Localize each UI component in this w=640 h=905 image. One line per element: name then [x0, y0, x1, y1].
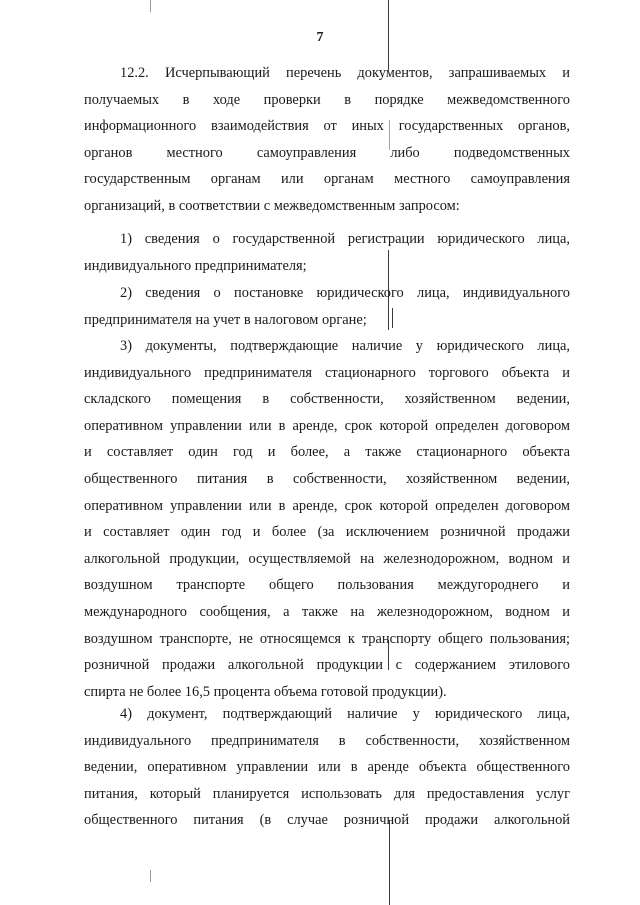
text-line: органов местного самоуправления либо подведомственных — [84, 144, 570, 161]
text-line: складского помещения в собственности, хозяйственном ведении, — [84, 391, 570, 408]
list-item-1 — [84, 226, 570, 279]
text-line: организаций, в соответствии с межведомственным запросом: — [84, 197, 460, 214]
text-line: 1) сведения о государственной регистрации юридического лица, — [120, 231, 570, 247]
scan-artifact-dot — [150, 0, 151, 12]
text-line: государственным органам или органам местного самоуправления — [84, 171, 570, 188]
list-item-4 — [84, 701, 570, 834]
scan-artifact-dot — [150, 870, 151, 882]
text-line: 2) сведения о постановке юридического лица, индивидуального — [120, 285, 570, 301]
text-line: 12.2. Исчерпывающий перечень документов, запрашиваемых и — [120, 65, 570, 81]
text-line: общественного питания (в случае розничной продажи алкогольной — [84, 812, 570, 829]
text-line: информационного взаимодействия от иных государственных органов, — [84, 118, 570, 135]
text-line: и составляет один год и более, а также стационарного объекта — [84, 444, 570, 461]
text-line: общественного питания в собственности, хозяйственном ведении, — [84, 470, 570, 487]
text-line: индивидуального предпринимателя; — [84, 257, 307, 274]
text-line: индивидуального предпринимателя стационарного торгового объекта и — [84, 364, 570, 381]
page-number: 7 — [316, 30, 324, 45]
text-line: 4) документ, подтверждающий наличие у юридического лица, — [120, 706, 570, 722]
text-line: и составляет один год и более (за исключением розничной продажи — [84, 524, 570, 541]
text-line: индивидуального предпринимателя в собственности, хозяйственном — [84, 732, 570, 749]
text-line: ведении, оперативном управлении или в аренде объекта общественного — [84, 759, 570, 776]
list-item-3 — [84, 333, 570, 705]
text-line: оперативном управлении или в аренде, срок которой определен договором — [84, 417, 570, 434]
text-line: 3) документы, подтверждающие наличие у юридического лица, — [120, 338, 570, 354]
text-line: международного сообщения, а также на железнодорожном, водном и — [84, 603, 570, 620]
text-line: питания, который планируется использовать для предоставления услуг — [84, 785, 570, 802]
list-item-2 — [84, 280, 570, 333]
paragraph-12-2 — [84, 60, 570, 220]
text-line: получаемых в ходе проверки в порядке межведомственного — [84, 91, 570, 108]
text-line: розничной продажи алкогольной продукции с содержанием этилового — [84, 657, 570, 674]
text-line: спирта не более 16,5 процента объема готовой продукции). — [84, 683, 447, 700]
text-line: воздушном транспорте, не относящемся к транспорту общего пользования; — [84, 630, 570, 647]
text-line: воздушном транспорте общего пользования междугороднего и — [84, 577, 570, 594]
text-line: предпринимателя на учет в налоговом органе; — [84, 311, 367, 328]
text-line: алкогольной продукции, осуществляемой на железнодорожном, водном и — [84, 550, 570, 567]
text-line: оперативном управлении или в аренде, срок которой определен договором — [84, 497, 570, 514]
